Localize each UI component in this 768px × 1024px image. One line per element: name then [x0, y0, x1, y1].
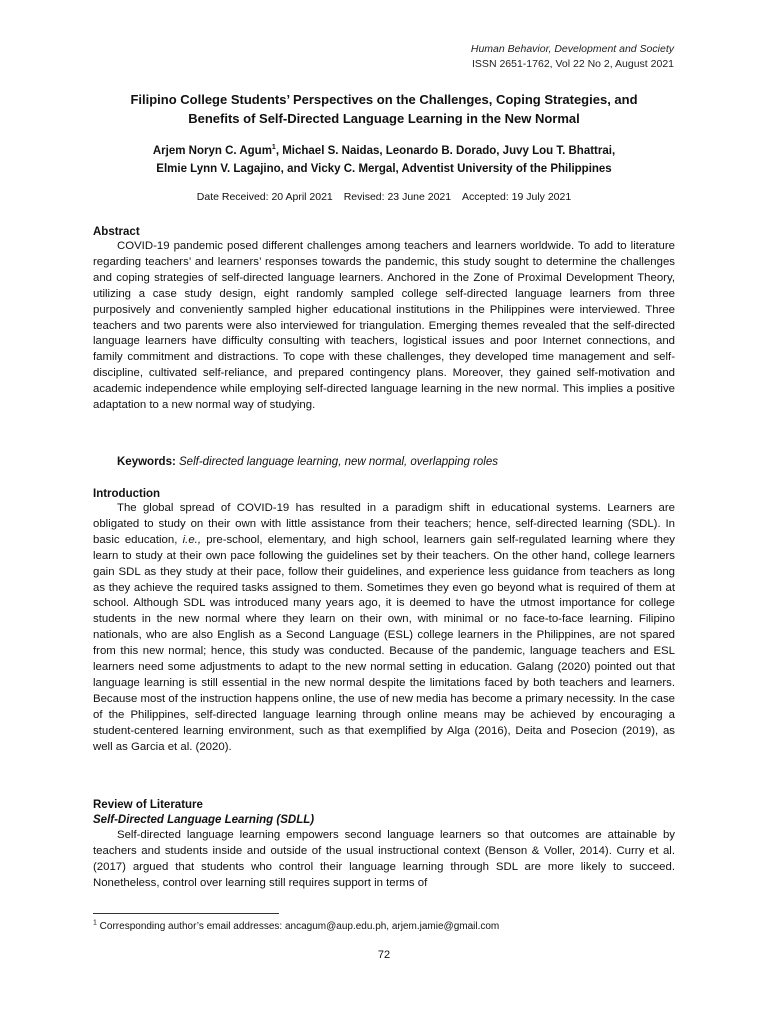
introduction-ie: i.e.,: [182, 533, 201, 546]
journal-header: [471, 42, 674, 72]
date-line: [93, 190, 675, 205]
abstract-text: COVID-19 pandemic posed different challenges among teachers and learners worldwide. To add to literature regarding teachers’ and learners’ responses towards the pandemic, this study sought to determine the challenges and coping strategies of self-directed language learners. Anchored in the Zone of Proximal Development Theory, utilizing a case study design, eight randomly sampled college self-directed language learners from three purposively and conveniently sampled higher educational institutions in the Philippines were interviewed. Three teachers and two parents were also interviewed for triangulation. Emerging themes revealed that the self-directed language learners have difficulty consulting with teachers, logistical issues and poor Internet connections, and family commitment and distractions. To cope with these challenges, they developed time management and self-discipline, cultivated self-reliance, and prepared contingency plans. Moreover, they gained self-motivation and academic independence while employing self-directed language learning in the new normal. This implies a positive adaptation to a new normal way of studying.: [93, 240, 675, 412]
journal-issue: ISSN 2651-1762, Vol 22 No 2, August 2021: [472, 58, 674, 70]
footnote-marker: 1: [93, 919, 97, 927]
page-number: 72: [377, 949, 391, 961]
date-received: Date Received: 20 April 2021: [196, 191, 333, 203]
first-author: Arjem Noryn C. Agum: [152, 145, 272, 157]
journal-name: Human Behavior, Development and Society: [470, 43, 674, 55]
keywords-text: Self-directed language learning, new normal, overlapping roles: [179, 456, 498, 468]
introduction-heading: Introduction: [93, 488, 161, 500]
author-line2: Elmie Lynn V. Lagajino, and Vicky C. Mergal, Adventist University of the Philippines: [156, 163, 612, 175]
abstract-heading: Abstract: [93, 226, 140, 238]
keywords-line: [117, 454, 498, 470]
review-heading: Review of Literature: [93, 799, 203, 811]
footnote: [93, 920, 499, 934]
author-line1: [93, 142, 675, 160]
review-text: Self-directed language learning empowers second language learners so that outcomes are attainable by teachers and students inside and outside of the usual instructional context (Benson & Voller, 2014). Curry et al. (2017) argued that students who control their language learning through SDL are more likely to succeed. Nonetheless, control over learning still requires support in terms of: [93, 829, 675, 889]
footnote-text: Corresponding author’s email addresses: ancagum@aup.edu.ph, arjem.jamie@gmail.com: [96, 921, 500, 932]
paper-title: [93, 90, 675, 128]
introduction-text-part1: The global spread of COVID-19 has resulted in a paradigm shift in educational systems. Learners are obligated to study on their own with little assistance from their teachers; hence, self-directed learning (SDL). In basic education,: [93, 502, 675, 546]
introduction-text-part2: pre-school, elementary, and high school, learners gain self-regulated learning where they learn to study at their own pace following the guidelines set by their teachers. On the other hand, college learners gain SDL as they study at their pace, follow their guidelines, and experience less guidance from teachers as long as they achieve the required tasks assigned to them. Sometimes they even go beyond what is required of them at school. Although SDL was introduced many years ago, it is deemed to have the utmost importance for college students in the new normal where they learn on their own, with minimal or no face-to-face learning. Filipino nationals, who are also English as a Second Language (ESL) college learners in the Philippines, are not spared from this new normal; hence, this study was conducted. Because of the pandemic, language teachers and ESL learners need some adjustments to adapt to the new normal setting in education. Galang (2020) pointed out that language learning is still essential in the new normal despite the limitations faced by both teachers and learners. Because most of the instruction happens online, the use of new media has become a primary necessity. In the case of the Philippines, self-directed language learning through online means may be achieved by encouraging a student-centered learning environment, such as that exemplified by Alga (2016), Deita and Posecion (2019), as well as Garcia et al. (2020).: [93, 533, 675, 753]
date-accepted: Accepted: 19 July 2021: [462, 191, 572, 203]
footnote-divider: [93, 913, 279, 914]
author-list: [93, 142, 675, 178]
paper-title-line2: Benefits of Self-Directed Language Learning in the New Normal: [188, 111, 580, 126]
keywords-label: Keywords:: [117, 456, 176, 468]
paper-title-line1: Filipino College Students’ Perspectives on the Challenges, Coping Strategies, and: [130, 92, 638, 107]
sdll-subheading: Self-Directed Language Learning (SDLL): [93, 814, 315, 826]
coauthors: , Michael S. Naidas, Leonardo B. Dorado, Juvy Lou T. Bhattrai,: [275, 145, 616, 157]
introduction-text: [93, 501, 675, 756]
author-footnote-marker: 1: [271, 144, 276, 152]
date-revised: Revised: 23 June 2021: [343, 191, 452, 203]
